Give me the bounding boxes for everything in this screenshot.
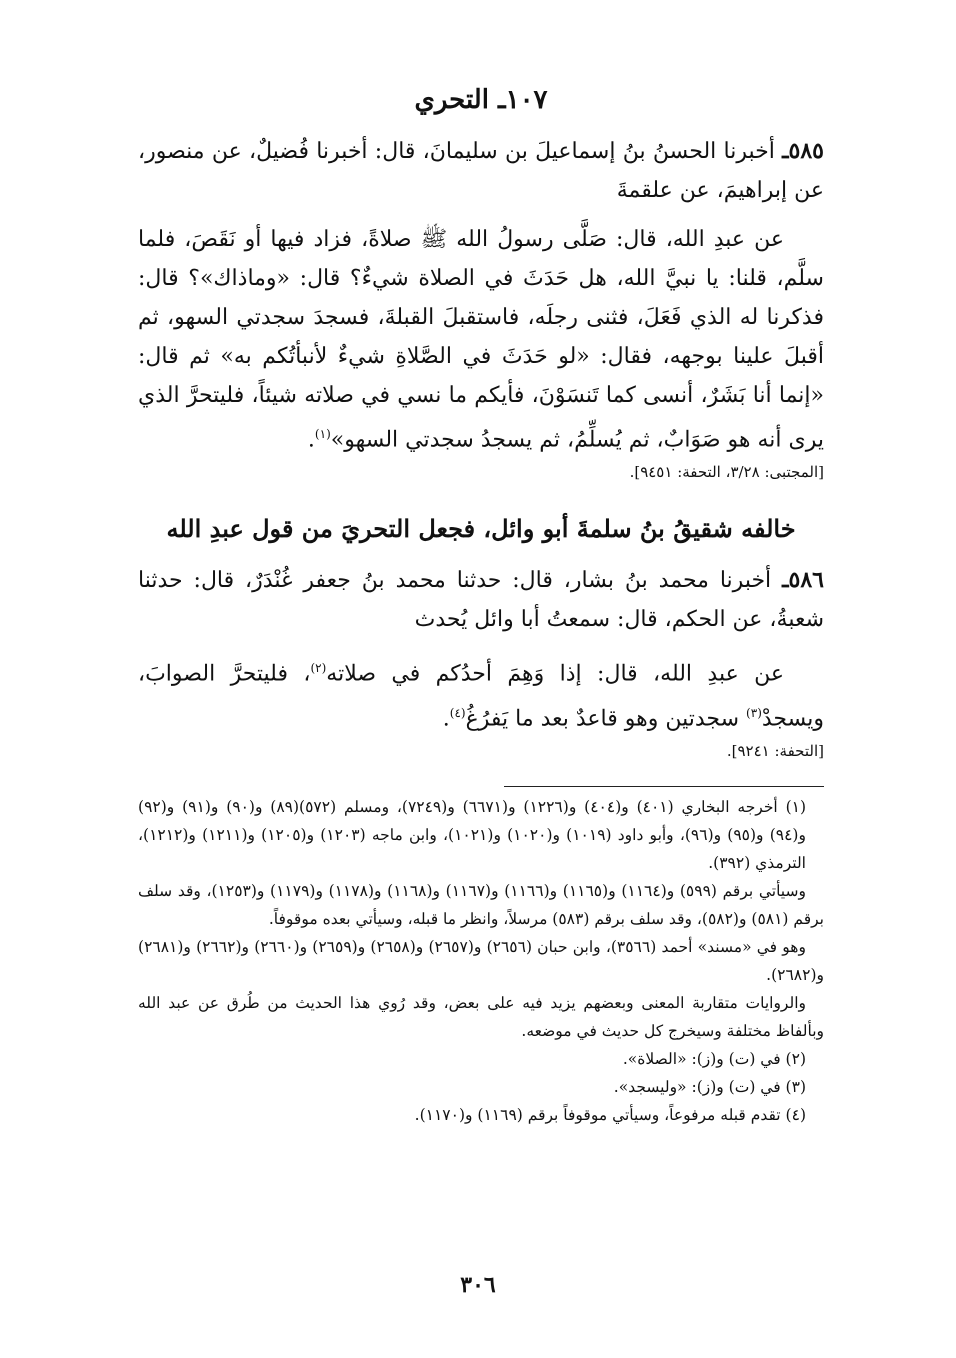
hadith-586-isnad-text: أخبرنا محمد بنُ بشار، قال: حدثنا محمد بنُ جعفر غُنْدَرٌ، قال: حدثنا شعبةُ، عن الحكم، قال: سمعتُ أبا وائل يُحدث (138, 568, 824, 633)
hadith-585-reference: [المجتبى: ٣/٢٨، التحفة: ٩٤٥١]. (629, 463, 824, 482)
hadith-586-matn-part-c: سجدتين وهو قاعدٌ بعد ما يَفرُغُ (465, 705, 747, 731)
hadith-586-matn-end: . (442, 705, 450, 731)
footnote-1-riwayat: والروايات متقاربة المعنى وبعضهم يزيد فيه على بعض، وقد رُوي هذا الحديث من طُرق عن عبد الله وبألفاظ مختلفة وسيخرج كل حديث في موضعه. (138, 993, 824, 1040)
hadith-585-matn (138, 220, 824, 459)
footnote-1-continued: وسيأتي برقم (٥٩٩) و(١١٦٤) و(١١٦٥) و(١١٦٦) و(١١٦٧) و(١١٦٨) و(١١٧٨) و(١١٧٩) و(١٢٥٣)، وقد سلف برقم (٥٨١) و(٥٨٢)، وقد سلف برقم (٥٨٣) مرسلاً، وانظر ما قبله، وسيأتي بعده موقوفاً. (138, 881, 824, 928)
hadith-585-number: ٥٨٥ـ (782, 138, 824, 164)
hadith-585-matn-end: . (307, 427, 315, 453)
chapter-title: ١٠٧ـ التحري (414, 85, 548, 115)
footnote-2: (٢) في (ت) و(ز): «الصلاة». (622, 1049, 806, 1068)
hadith-586-matn (138, 649, 824, 738)
page-number: ٣٠٦ (460, 1272, 496, 1298)
section-heading: خالفه شقيقُ بنُ سلمةَ أبو وائل، فجعل التحريَ من قول عبدِ الله (166, 514, 796, 544)
footnote-separator (504, 786, 824, 787)
footnotes (138, 793, 824, 1129)
footnote-ref-2[interactable]: (٢) (310, 661, 327, 676)
hadith-586-matn-part-a: عن عبدِ الله، قال: إذا وَهِمَ أحدُكم في صلاته (326, 661, 784, 687)
hadith-586-reference: [التحفة: ٩٢٤١]. (726, 741, 824, 760)
footnote-1-musnad: وهو في «مسند» أحمد (٣٥٦٦)، وابن حبان (٢٦٥٦) و(٢٦٥٧) و(٢٦٥٨) و(٢٦٥٩) و(٢٦٦٠) و(٢٦٦٢) و(٢٦٨١) و(٢٦٨٢). (138, 937, 824, 984)
hadith-585-matn-text: عن عبدِ الله، قال: صَلَّى رسولُ الله ﷺ صلاةً، فزاد فيها أو نَقَصَ، فلما سلَّم، قلنا: يا نبيَّ الله، هل حَدَثَ في الصلاة شيءٌ؟ قال: «وماذاك»؟ قال: فذكرنا له الذي فَعَلَ، فثنى رجلَه، فاستقبلَ القبلةَ، فسجدَ سجدتي السهو، ثم أقبلَ علينا بوجهه، فقال: «لو حَدَثَ في الصَّلاةِ شيءٌ لأنبأتُكم به» ثم قال: «إنما أنا بَشَرٌ، أنسى كما تَنسَوْنَ، فأيكم ما نسي في صلاته شيئاً، فليتحرَّ الذي يرى أنه هو صَوَابٌ، ثم يُسلِّمُ، ثم يسجدُ سجدتي السهو» (138, 227, 824, 453)
hadith-586-isnad (138, 561, 824, 639)
page-body (138, 78, 824, 1129)
footnote-1: (١) أخرجه البخاري (٤٠١) و(٤٠٤) و(١٢٢٦) و(٦٦٧١) و(٧٢٤٩)، ومسلم (٥٧٢)(٨٩) و(٩٠) و(٩١) و(٩٢) و(٩٤) و(٩٥) و(٩٦)، وأبو داود (١٠١٩) و(١٠٢٠) و(١٠٢١)، وابن ماجه (١٢٠٣) و(١٢٠٥) و(١٢١١) و(١٢١٢)، الترمذي (٣٩٢). (138, 797, 807, 872)
footnote-3: (٣) في (ت) و(ز): «وليسجد». (613, 1077, 806, 1096)
hadith-585-isnad-text: أخبرنا الحسنُ بنُ إسماعيلَ بن سليمانَ، قال: أخبرنا فُضيلٌ، عن منصور، عن إبراهيمَ، عن علقمةَ (138, 139, 824, 203)
hadith-586-matn-part-b: ، فليتحرَّ الصوابَ، ويسجدْ (138, 661, 824, 731)
footnote-ref-1[interactable]: (١) (314, 427, 331, 441)
hadith-585-isnad (138, 132, 824, 210)
footnote-4: (٤) تقدم قبله مرفوعاً، وسيأتي موقوفاً برقم (١١٦٩) و(١١٧٠). (414, 1105, 806, 1124)
footnote-ref-4[interactable]: (٤) (449, 705, 466, 720)
footnote-ref-3[interactable]: (٣) (746, 705, 762, 720)
hadith-586-number: ٥٨٦ـ (782, 567, 824, 594)
